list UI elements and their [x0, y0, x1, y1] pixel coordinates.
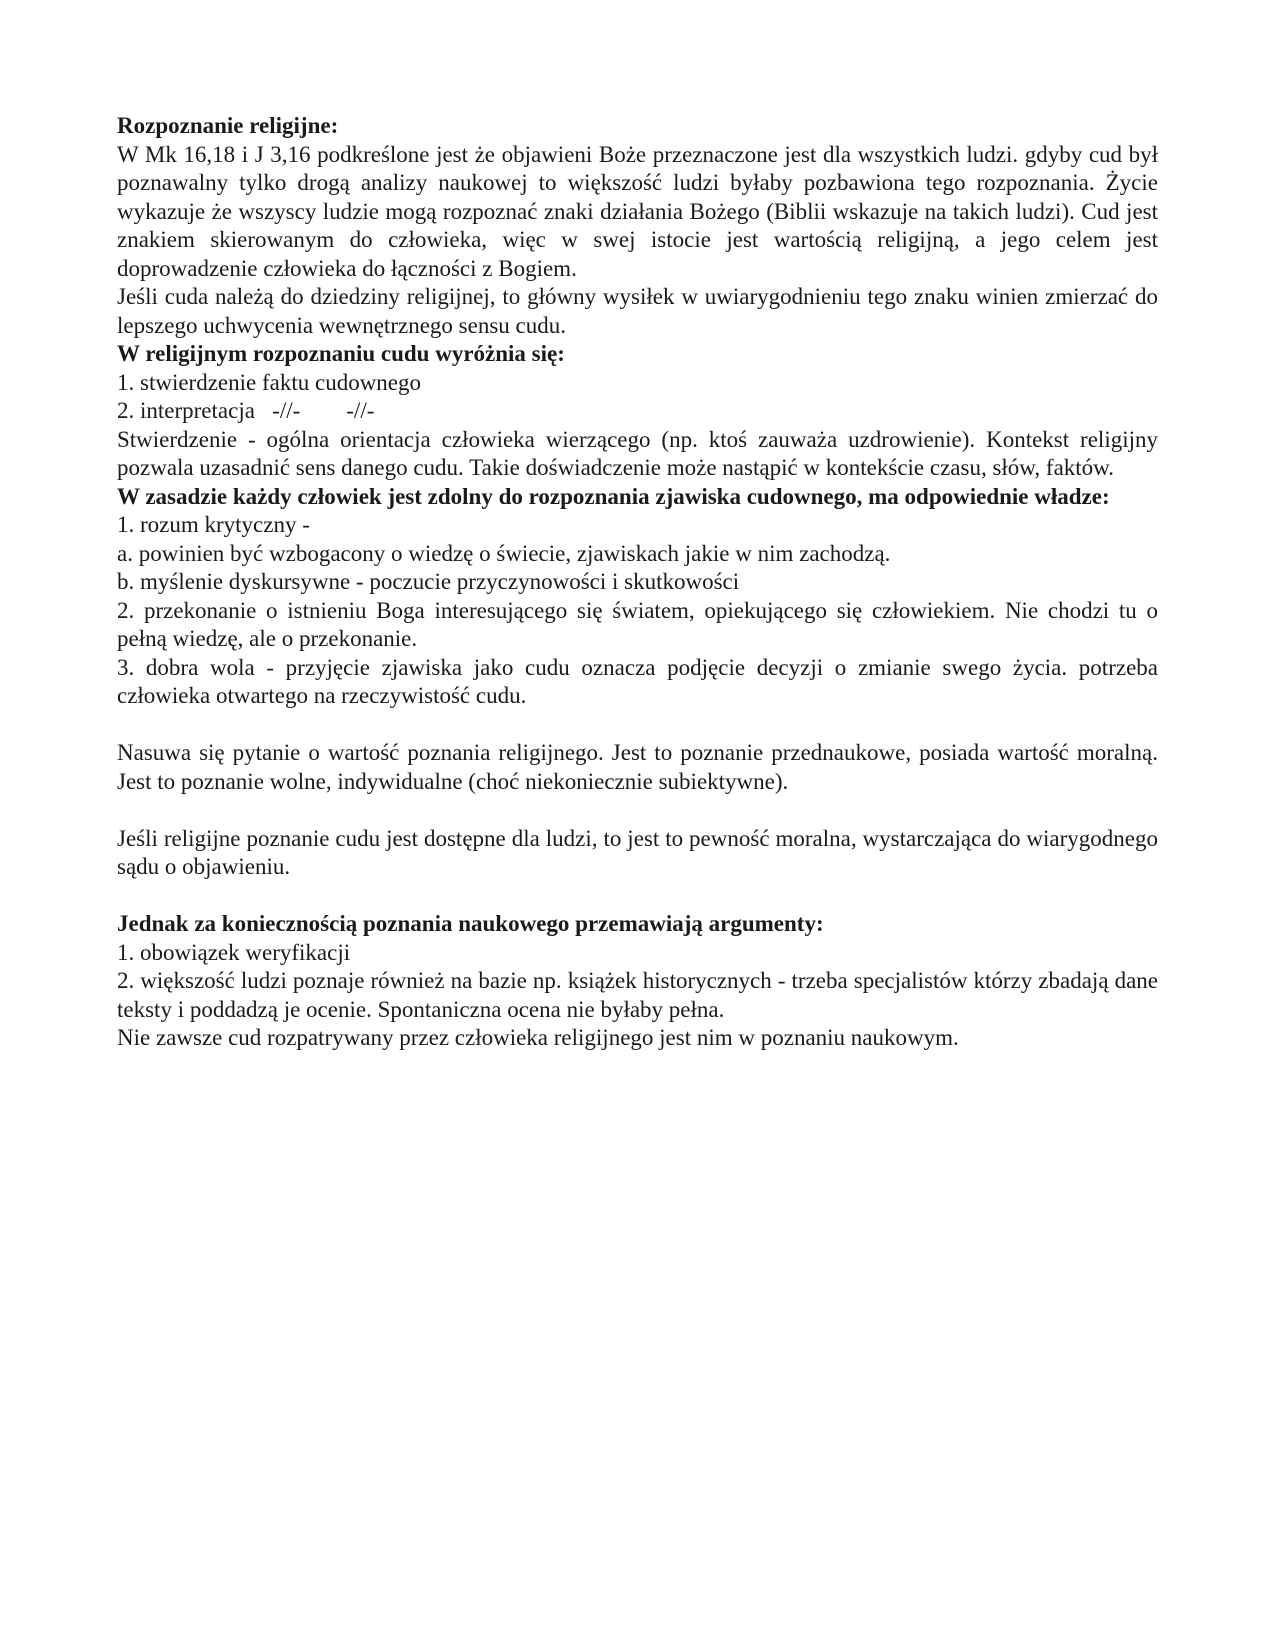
- section-heading-faculties: W zasadzie każdy człowiek jest zdolny do rozpoznania zjawiska cudownego, ma odpowiednie władze:: [117, 483, 1110, 509]
- paragraph-statement: Stwierdzenie - ogólna orientacja człowieka wierzącego (np. ktoś zauważa uzdrowienie). Kontekst religijny pozwala uzasadnić sens danego cudu. Takie doświadczenie może nastąpić w kontekście czasu, słów, faktów.: [117, 426, 1158, 480]
- list-item: 1. obowiązek weryfikacji: [117, 939, 351, 965]
- section-heading-religious-recognition: Rozpoznanie religijne:: [117, 113, 339, 138]
- list-item: 3. dobra wola - przyjęcie zjawiska jako cudu oznacza podjęcie decyzji o zmianie swego życia. potrzeba człowieka otwartego na rzeczywistość cudu.: [117, 654, 1158, 708]
- list-item: 2. interpretacja -//- -//-: [117, 398, 375, 423]
- paragraph-religious-domain: Jeśli cuda należą do dziedziny religijnej, to główny wysiłek w uwiarygodnieniu tego znaku winien zmierzać do lepszego uchwycenia wewnętrznego sensu cudu.: [117, 284, 1158, 338]
- paragraph-value-of-knowledge: Nasuwa się pytanie o wartość poznania religijnego. Jest to poznanie przednaukowe, posiada wartość moralną. Jest to poznanie wolne, indywidualne (choć niekoniecznie subiektywne).: [117, 740, 1158, 794]
- paragraph-spacer: [117, 711, 1158, 740]
- list-item: 2. większość ludzi poznaje również na bazie np. książek historycznych - trzeba specjalistów którzy zbadają dane teksty i poddadzą je ocenie. Spontaniczna ocena nie byłaby pełna.: [117, 968, 1158, 1022]
- paragraph-moral-certainty: Jeśli religijne poznanie cudu jest dostępne dla ludzi, to jest to pewność moralna, wystarczająca do wiarygodnego sądu o objawieniu.: [117, 825, 1158, 879]
- paragraph-intro: W Mk 16,18 i J 3,16 podkreślone jest że objawieni Boże przeznaczone jest dla wszystkich ludzi. gdyby cud był poznawalny tylko drogą analizy naukowej to większość ludzi byłaby pozbawiona tego rozpoznania. Życie wykazuje że wszyscy ludzie mogą rozpoznać znaki działania Bożego (Biblii wskazuje na takich ludzi). Cud jest znakiem skierowanym do człowieka, więc w swej istocie jest wartością religijną, a jego celem jest doprowadzenie człowieka do łączności z Bogiem.: [117, 141, 1158, 281]
- section-heading-scientific-arguments: Jednak za koniecznością poznania naukowego przemawiają argumenty:: [117, 911, 824, 936]
- document-page: [117, 112, 1158, 1053]
- list-item: 2. przekonanie o istnieniu Boga interesującego się światem, opiekującego się człowiekiem. Nie chodzi tu o pełną wiedzę, ale o przekonanie.: [117, 597, 1158, 651]
- list-item: 1. stwierdzenie faktu cudownego: [117, 369, 422, 395]
- list-item: b. myślenie dyskursywne - poczucie przyczynowości i skutkowości: [117, 569, 740, 594]
- paragraph-conclusion: Nie zawsze cud rozpatrywany przez człowieka religijnego jest nim w poznaniu naukowym.: [117, 1025, 959, 1050]
- list-item: 1. rozum krytyczny -: [117, 512, 310, 537]
- paragraph-spacer: [117, 882, 1158, 911]
- list-item: a. powinien być wzbogacony o wiedzę o świecie, zjawiskach jakie w nim zachodzą.: [117, 540, 891, 566]
- paragraph-spacer: [117, 796, 1158, 825]
- section-heading-distinctions: W religijnym rozpoznaniu cudu wyróżnia się:: [117, 341, 565, 366]
